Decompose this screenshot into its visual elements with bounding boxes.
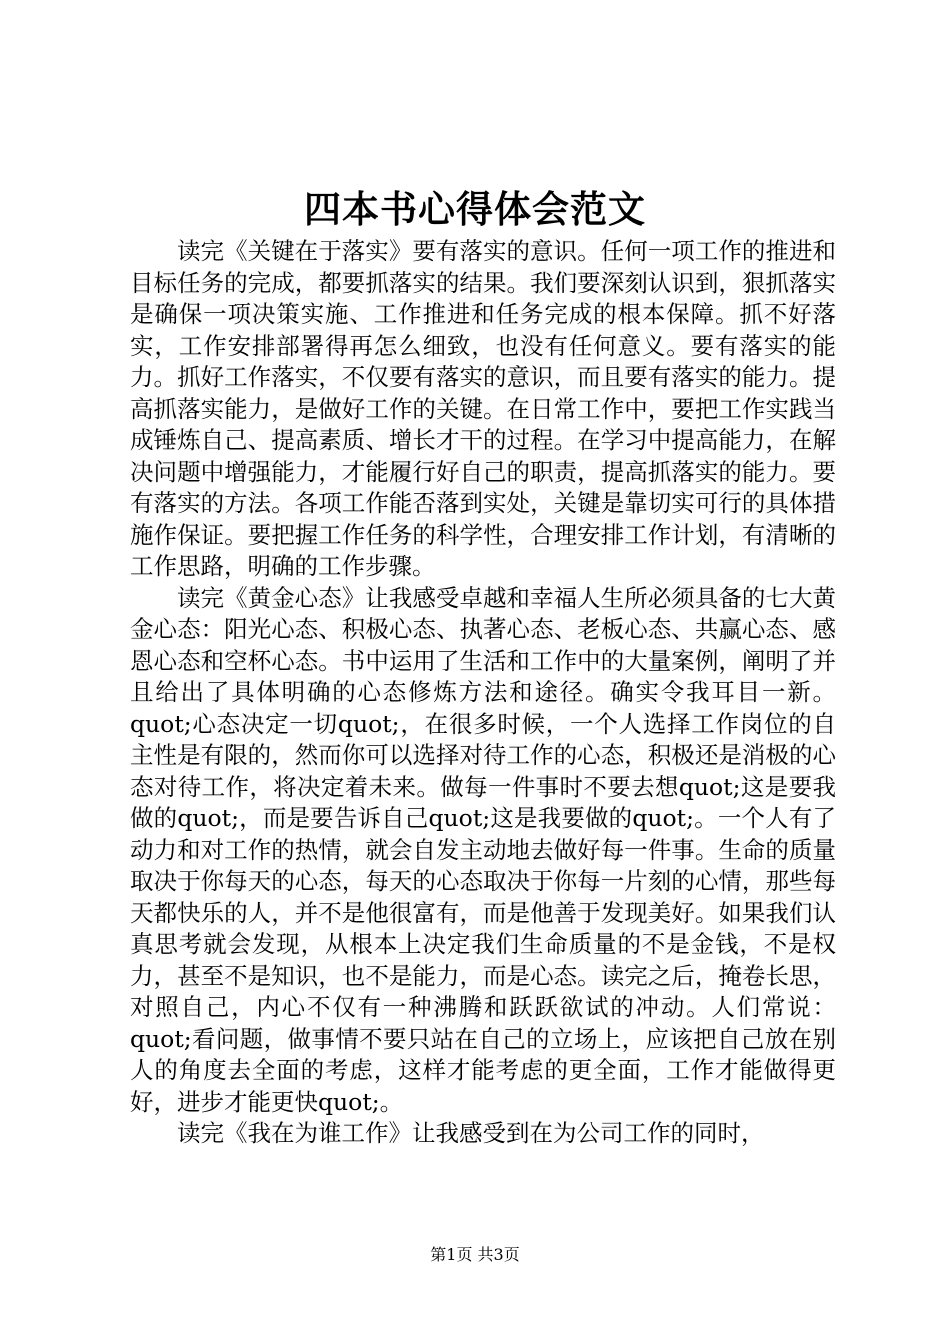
paragraph: 读完《我在为谁工作》让我感受到在为公司工作的同时， bbox=[177, 1119, 765, 1147]
document-title: 四本书心得体会范文 bbox=[304, 187, 646, 231]
paragraph: 读完《关键在于落实》要有落实的意识。任何一项工作的推进和目标任务的完成，都要抓落实的结果。我们要深刻认识到，狠抓落实是确保一项决策实施、工作推进和任务完成的根本保障。抓不好落实，工作安排部署得再怎么细致，也没有任何意义。要有落实的能力。抓好工作落实，不仅要有落实的意识，而且要有落实的能力。提高抓落实能力，是做好工作的关键。在日常工作中，要把工作实践当成锤炼自己、提高素质、增长才干的过程。在学习中提高能力，在解决问题中增强能力，才能履行好自己的职责，提高抓落实的能力。要有落实的方法。各项工作能否落到实处，关键是靠切实可行的具体措施作保证。要把握工作任务的科学性，合理安排工作计划，有清晰的工作思路，明确的工作步骤。 bbox=[130, 237, 836, 580]
paragraph: 读完《黄金心态》让我感受卓越和幸福人生所必须具备的七大黄金心态：阳光心态、积极心态、执著心态、老板心态、共赢心态、感恩心态和空杯心态。书中运用了生活和工作中的大量案例，阐明了并且给出了具体明确的心态修炼方法和途径。确实令我耳目一新。quot;心态决定一切quot;，在很多时候，一个人选择工作岗位的自主性是有限的，然而你可以选择对待工作的心态，积极还是消极的心态对待工作，将决定着未来。做每一件事时不要去想quot;这是要我做的quot;，而是要告诉自己quot;这是我要做的quot;。一个人有了动力和对工作的热情，就会自发主动地去做好每一件事。生命的质量取决于你每天的心态，每天的心态取决于你每一片刻的心情，那些每天都快乐的人，并不是他很富有，而是他善于发现美好。如果我们认真思考就会发现，从根本上决定我们生命质量的不是金钱，不是权力，甚至不是知识，也不是能力，而是心态。读完之后，掩卷长思，对照自己，内心不仅有一种沸腾和跃跃欲试的冲动。人们常说：quot;看问题，做事情不要只站在自己的立场上，应该把自己放在别人的角度去全面的考虑，这样才能考虑的更全面，工作才能做得更好，进步才能更快quot;。 bbox=[130, 583, 836, 1116]
document-body bbox=[130, 236, 836, 1150]
page-footer: 第1页 共3页 bbox=[430, 1245, 520, 1264]
